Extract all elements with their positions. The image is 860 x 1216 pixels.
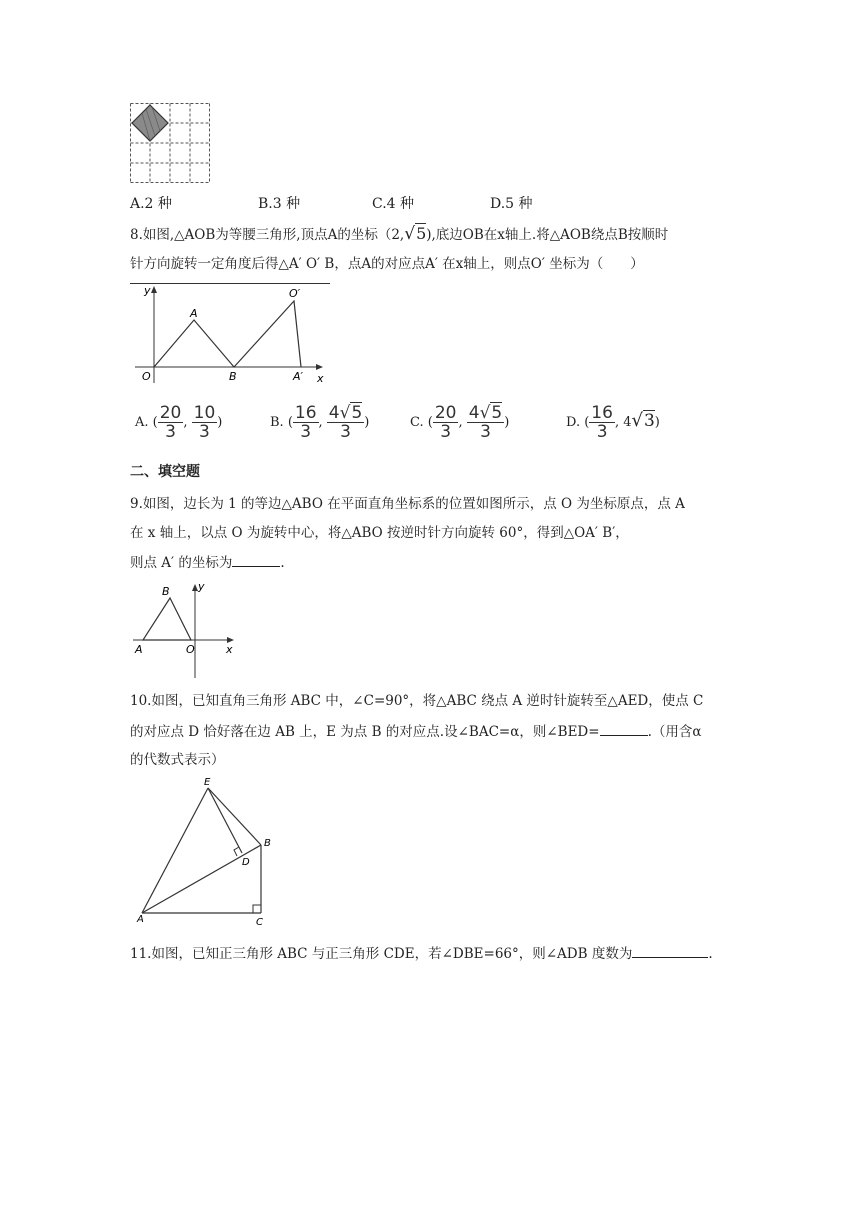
q8-c-den2: 3 [480, 422, 491, 442]
q8-label-x: x [317, 372, 324, 385]
q8-b-frac-1 [293, 404, 319, 441]
q8-b-sqrt: 5 [351, 403, 363, 423]
q8-option-c: C. ( $\frac{20}{3}$ , $\frac{4√5}{3}$ ) [410, 403, 510, 442]
q8-c-prefix: C. ( [410, 415, 433, 430]
q10-label-c: C [256, 917, 263, 927]
q8-d-coef: 4 [623, 415, 632, 430]
sqrt-symbol: √ [404, 224, 416, 244]
q10-line2-end: .（用含α [647, 724, 702, 740]
q8-c-frac-2 [467, 404, 505, 441]
q7-option-d: D.5 种 [490, 196, 533, 212]
q10-line-1: 10.如图，已知直角三角形 ABC 中，∠C=90°，将△ABC 绕点 A 逆时针旋转至△AED，使点 C [130, 693, 704, 709]
q8-line1-end: ),底边OB在x轴上.将△AOB绕点B按顺时 [426, 227, 669, 243]
section-title: 二、填空题 [130, 464, 200, 480]
q9-line-3 [130, 552, 285, 573]
q8-a-prefix: A. ( [135, 415, 158, 430]
q9-line-2: 在 x 轴上，以点 O 为旋转中心，将△ABO 按逆时针方向旋转 60°，得到△OA′ B′， [130, 525, 629, 541]
sqrt-symbol: √ [631, 410, 643, 431]
q8-d-den1: 3 [596, 422, 608, 442]
q9-label-a: A [135, 643, 143, 656]
q10-answer-blank[interactable] [600, 721, 648, 736]
q8-d-prefix: D. ( [566, 415, 590, 430]
q8-b-den1: 3 [300, 422, 312, 442]
q8-a-frac-2 [192, 404, 218, 441]
q9-line3-text: 则点 A′ 的坐标为 [130, 555, 233, 571]
q8-b-prefix: B. ( [270, 415, 293, 430]
q9-figure [130, 580, 240, 680]
q10-line-2 [130, 721, 701, 742]
q11-text: 11.如图，已知正三角形 ABC 与正三角形 CDE，若∠DBE=66°，则∠ADB 度数为 [130, 946, 633, 962]
q8-line1-text: 8.如图,△AOB为等腰三角形,顶点A的坐标（2, [130, 227, 405, 243]
q8-b-num2: 4√5 [328, 403, 363, 423]
q9-label-y: y [198, 580, 205, 593]
q11-end: . [708, 946, 713, 962]
q8-c-den1: 3 [440, 422, 452, 442]
shaded-square [132, 105, 168, 141]
q10-label-e: E [204, 777, 211, 788]
q8-label-o: O [142, 370, 151, 383]
q9-line3-end: . [280, 555, 285, 571]
q8-label-b: B [229, 370, 237, 383]
q8-option-d: D. ( $\frac{16}{3}$ , 4√3) [566, 403, 660, 442]
q8-a-den2: 3 [199, 422, 210, 442]
q9-answer-blank[interactable] [232, 552, 280, 567]
q11-line [130, 943, 713, 964]
q8-label-y: y [144, 284, 151, 297]
q8-c-frac-1 [433, 404, 459, 441]
q10-line-3: 的代数式表示） [130, 752, 225, 768]
q7-option-c: C.4 种 [372, 196, 415, 212]
q8-d-frac-1 [589, 404, 615, 441]
q8-a-num1: 20 [159, 403, 182, 423]
q8-line1-sqrt: 5 [416, 224, 427, 243]
q10-figure [135, 777, 280, 927]
q8-c-coef: 4 [468, 403, 480, 423]
q9-label-o: O [186, 643, 195, 656]
q8-a-den1: 3 [165, 422, 176, 442]
q8-a-num2: 10 [193, 403, 216, 423]
q9-label-x: x [226, 643, 233, 656]
q10-line2-text: 的对应点 D 恰好落在边 AB 上，E 为点 B 的对应点.设∠BAC=α，则∠BED= [130, 724, 600, 740]
q9-line-1: 9.如图，边长为 1 的等边△ABO 在平面直角坐标系的位置如图所示，点 O 为坐标原点，点 A [130, 496, 685, 512]
q8-label-a-prime: A′ [293, 370, 304, 383]
q8-line-1 [130, 224, 668, 245]
q7-grid-figure [130, 103, 210, 183]
q8-label-a: A [190, 307, 198, 320]
q8-c-sqrt: 5 [491, 403, 503, 423]
q8-option-b: B. ( $\frac{16}{3}$ , $\frac{4√5}{3}$ ) [270, 403, 370, 442]
q8-c-num2: 4√5 [468, 403, 503, 423]
q8-d-sqrt: 3 [643, 411, 655, 431]
q8-figure [130, 283, 330, 388]
q11-answer-blank[interactable] [632, 943, 708, 958]
q10-label-b: B [264, 838, 271, 849]
q8-line-2: 针方向旋转一定角度后得△A′ O′ B，点A的对应点A′ 在x轴上，则点O′ 坐标为（ ） [130, 256, 644, 272]
q8-option-a: A. ( $\frac{20}{3}$ , $\frac{10}{3}$ ) [135, 403, 223, 442]
q7-option-a: A.2 种 [130, 196, 172, 212]
q8-d-num1: 16 [591, 403, 613, 423]
q8-label-o-prime: O′ [289, 287, 301, 300]
q10-label-a: A [137, 914, 144, 925]
q8-b-frac-2 [327, 404, 365, 441]
q8-c-num1: 20 [434, 403, 457, 423]
q8-b-num1: 16 [294, 403, 317, 423]
q10-label-d: D [242, 857, 250, 868]
q8-a-frac-1 [158, 404, 184, 441]
q9-label-b: B [162, 585, 170, 598]
q8-b-coef: 4 [328, 403, 340, 423]
q7-option-b: B.3 种 [258, 196, 301, 212]
q8-b-den2: 3 [340, 422, 351, 442]
